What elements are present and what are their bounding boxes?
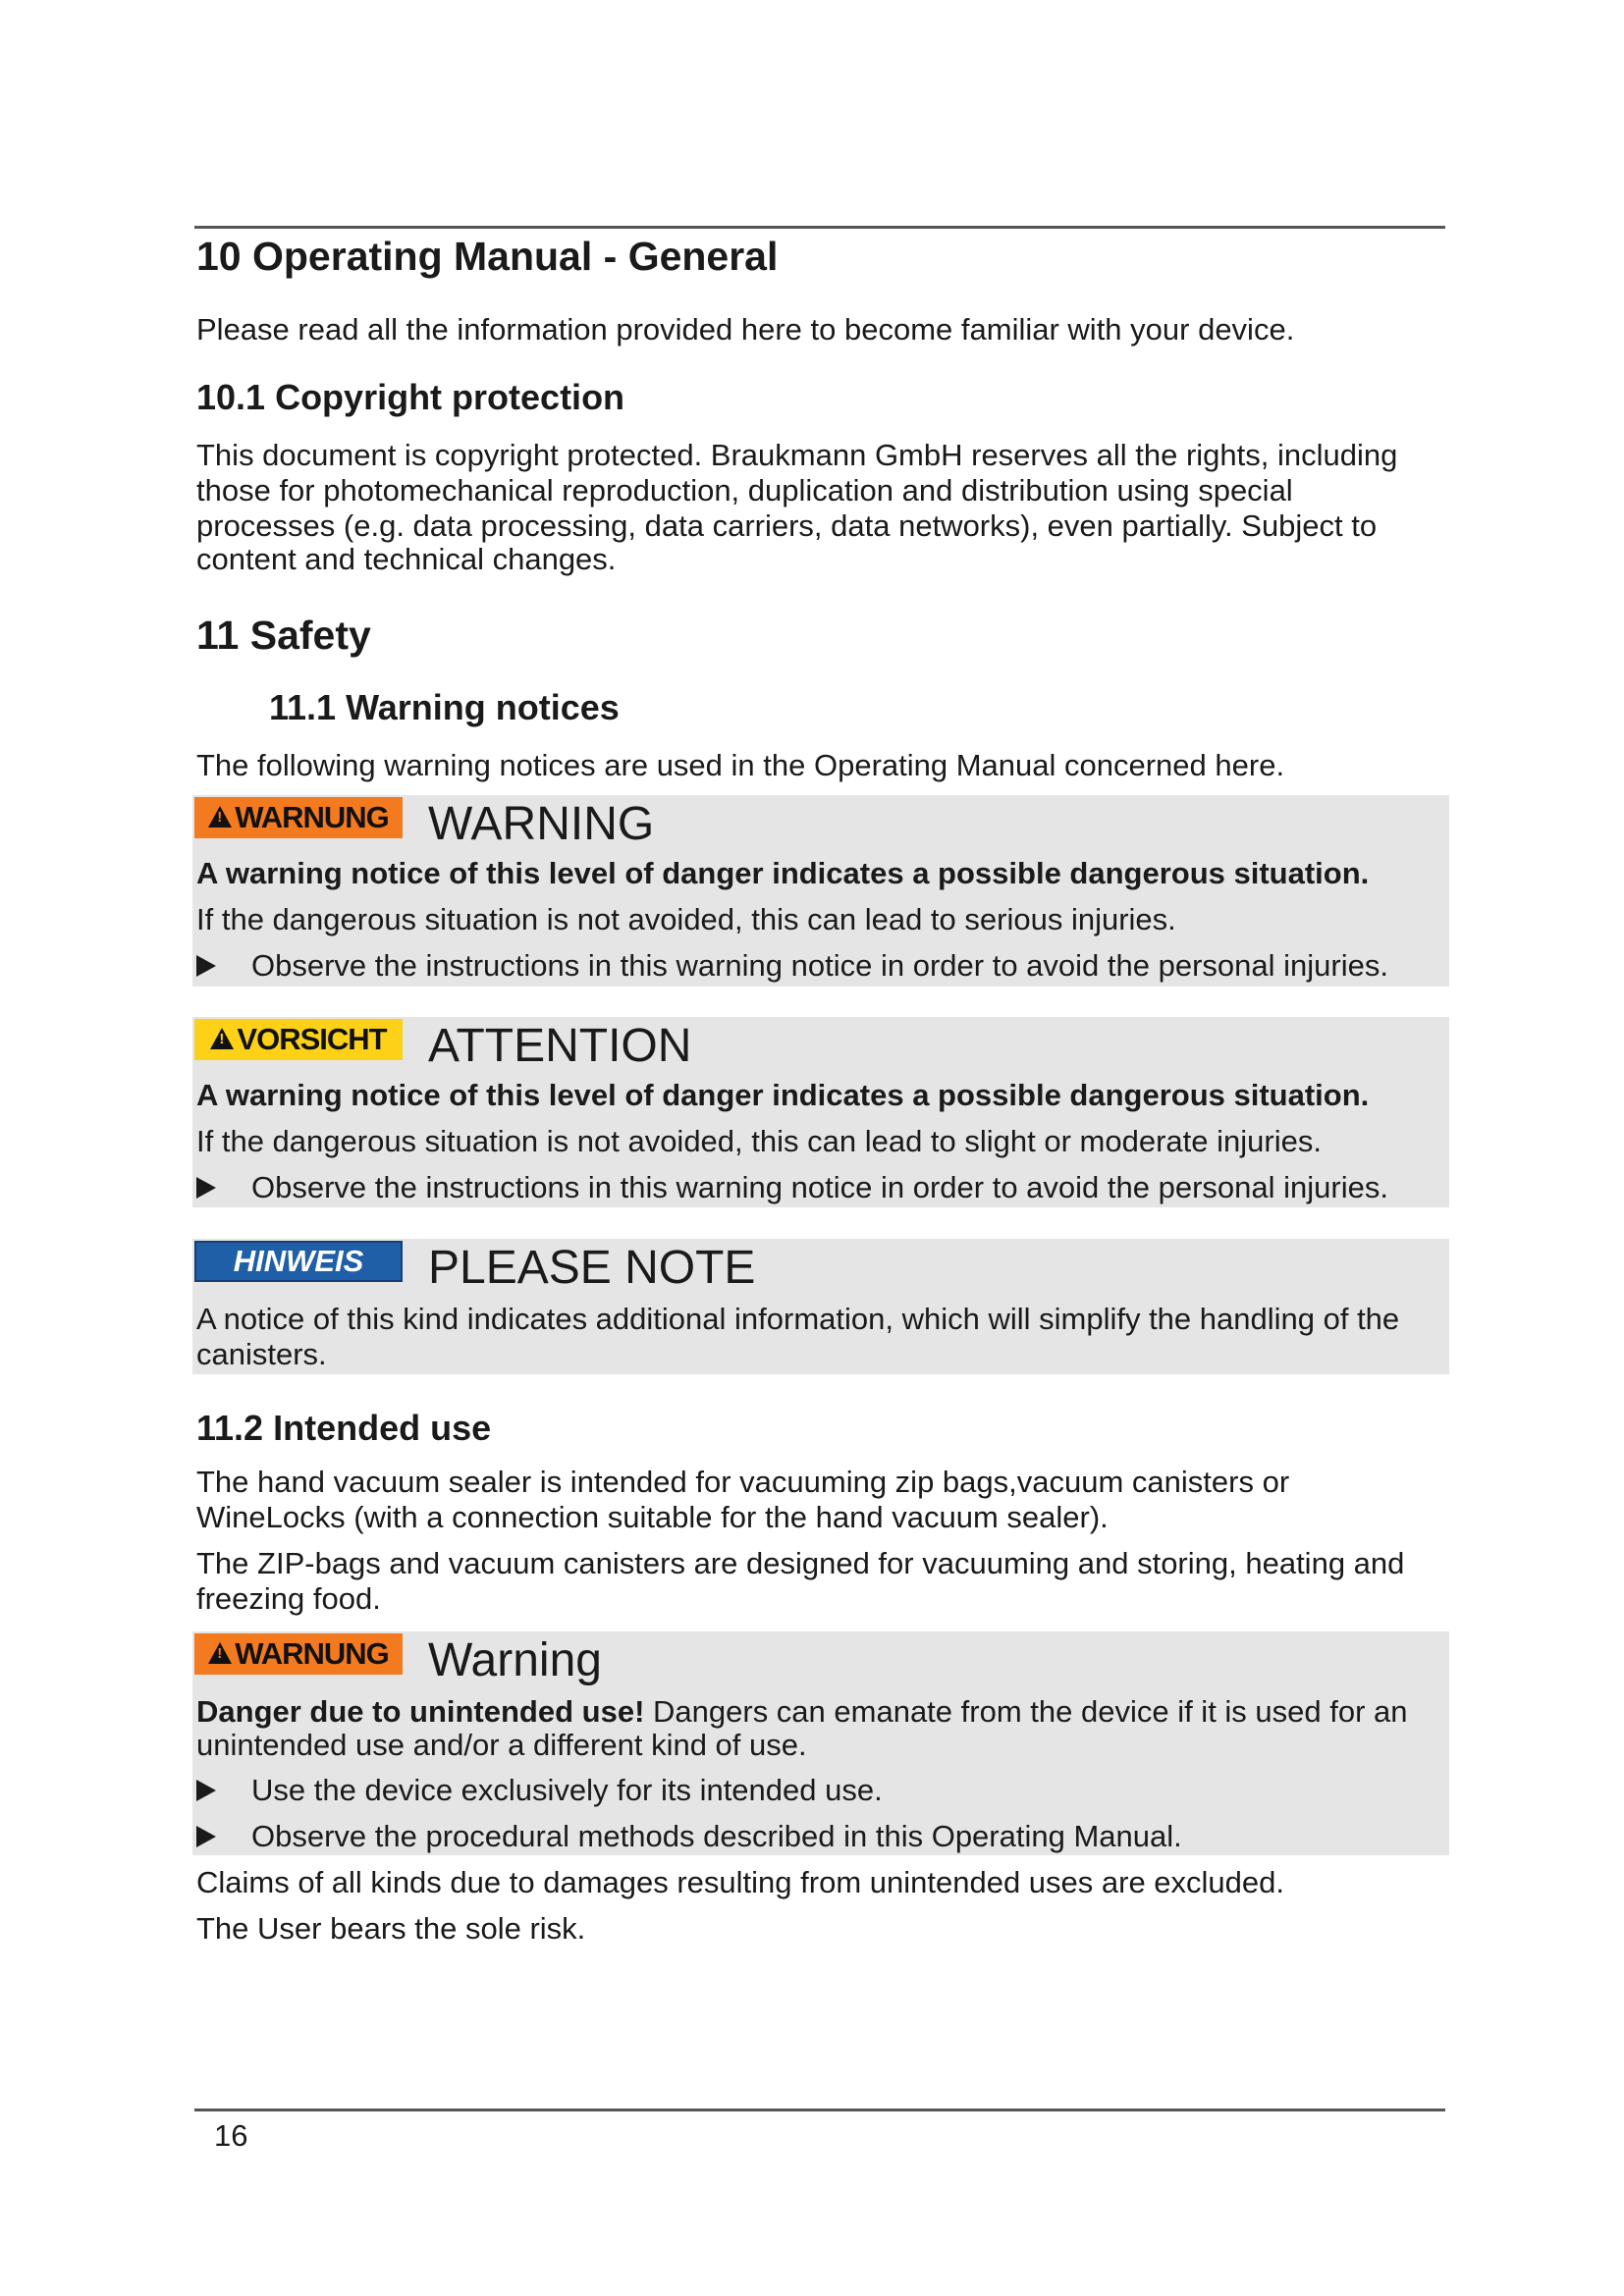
header-rule <box>194 226 1445 229</box>
copyright-line: This document is copyright protected. Braukmann GmbH reserves all the rights, including <box>196 438 1398 472</box>
note-title: PLEASE NOTE <box>428 1242 756 1294</box>
page-number: 16 <box>214 2118 248 2153</box>
intended-warning-bullet <box>196 1773 883 1808</box>
warnung-badge-label: WARNUNG <box>235 1636 389 1671</box>
intended-warning-line-1-rest: Dangers can emanate from the device if it is used for an <box>644 1694 1408 1729</box>
section-10-intro: Please read all the information provided here to become familiar with your device. <box>196 312 1295 347</box>
warnung-badge <box>194 1633 403 1675</box>
intended-warning-title: Warning <box>428 1634 602 1686</box>
warning-triangle-icon <box>208 1642 232 1664</box>
intended-use-paragraph-2 <box>196 1546 1404 1617</box>
vorsicht-badge-label: VORSICHT <box>237 1022 387 1056</box>
attention-line: If the dangerous situation is not avoided, this can lead to slight or moderate injuries. <box>196 1124 1322 1158</box>
intended-use-paragraph-1 <box>196 1465 1289 1535</box>
section-11-2-heading: 11.2 Intended use <box>196 1408 492 1448</box>
attention-bold-line <box>196 1078 1369 1113</box>
warning-bold-line <box>196 856 1369 891</box>
copyright-paragraph <box>196 438 1453 577</box>
attention-bullet-text: Observe the instructions in this warning notice in order to avoid the personal injuries. <box>251 1170 1388 1204</box>
attention-title: ATTENTION <box>428 1020 692 1072</box>
section-10-1-heading: 10.1 Copyright protection <box>196 377 625 417</box>
attention-bold-text: A warning notice of this level of danger indicates a possible dangerous situation. <box>196 1078 1370 1112</box>
warning-line: If the dangerous situation is not avoided, this can lead to serious injuries. <box>196 902 1176 936</box>
intended-use-line: The ZIP-bags and vacuum canisters are designed for vacuuming and storing, heating and <box>196 1546 1405 1580</box>
user-risk-text: The User bears the sole risk. <box>196 1911 586 1946</box>
intended-warning-bullet <box>196 1819 1182 1854</box>
claims-excluded-text: Claims of all kinds due to damages resulting from unintended uses are excluded. <box>196 1865 1285 1899</box>
bullet-arrow-icon <box>196 1826 216 1847</box>
warning-bullet <box>196 948 1388 984</box>
hinweis-badge <box>194 1241 403 1282</box>
section-10-heading: 10 Operating Manual - General <box>196 234 779 279</box>
warnung-badge <box>194 797 403 838</box>
note-line: canisters. <box>196 1337 327 1371</box>
note-line: A notice of this kind indicates additional information, which will simplify the handling of the <box>196 1302 1400 1336</box>
copyright-line: content and technical changes. <box>196 542 617 576</box>
footer-rule <box>194 2109 1445 2111</box>
bullet-arrow-icon <box>196 1780 216 1801</box>
intended-use-warning-box <box>192 1631 1449 1855</box>
copyright-line: processes (e.g. data processing, data carriers, data networks), even partially. Subject to <box>196 508 1378 543</box>
copyright-line: those for photomechanical reproduction, duplication and distribution using special <box>196 473 1293 507</box>
intended-warning-line-1 <box>196 1694 1408 1730</box>
bullet-arrow-icon <box>196 955 216 977</box>
bullet-arrow-icon <box>196 1177 216 1199</box>
attention-bullet <box>196 1170 1388 1205</box>
intended-warning-bullet-text: Use the device exclusively for its intended use. <box>251 1773 883 1807</box>
section-11-heading: 11 Safety <box>196 613 371 658</box>
warning-bullet-text: Observe the instructions in this warning notice in order to avoid the personal injuries. <box>251 948 1388 983</box>
intended-warning-bullet-text: Observe the procedural methods described in this Operating Manual. <box>251 1819 1182 1853</box>
warning-triangle-icon <box>210 1028 234 1049</box>
section-11-1-heading: 11.1 Warning notices <box>269 687 620 727</box>
attention-notice-box <box>192 1017 1449 1207</box>
intended-use-line: The hand vacuum sealer is intended for vacuuming zip bags,vacuum canisters or <box>196 1465 1290 1499</box>
warning-bold-text: A warning notice of this level of danger indicates a possible dangerous situation. <box>196 856 1370 890</box>
hinweis-badge-label: HINWEIS <box>233 1244 364 1278</box>
note-notice-box <box>192 1239 1449 1374</box>
warning-notice-box <box>192 795 1449 987</box>
warnung-badge-label: WARNUNG <box>235 800 389 834</box>
intended-use-line: freezing food. <box>196 1581 381 1616</box>
intended-use-line: WineLocks (with a connection suitable for the hand vacuum sealer). <box>196 1500 1109 1534</box>
intended-warning-bold-lead: Danger due to unintended use! <box>196 1694 645 1729</box>
warning-notices-intro: The following warning notices are used in the Operating Manual concerned here. <box>196 748 1285 782</box>
warning-triangle-icon <box>208 806 232 828</box>
warning-title: WARNING <box>428 798 655 850</box>
intended-warning-line-2: unintended use and/or a different kind of use. <box>196 1728 807 1762</box>
vorsicht-badge <box>194 1019 403 1060</box>
